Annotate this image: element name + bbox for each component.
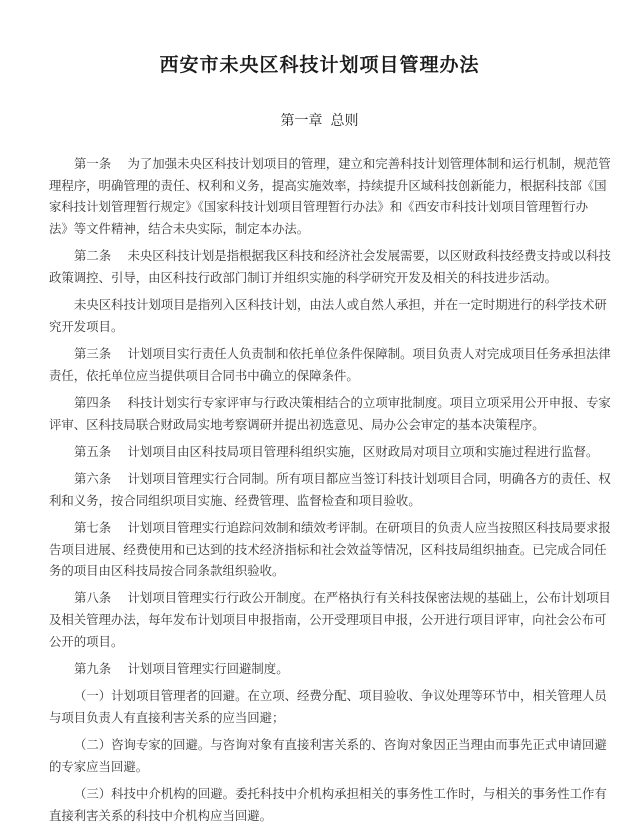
chapter-name: 总则 (330, 113, 359, 129)
paragraph (49, 685, 607, 728)
paragraph (49, 343, 611, 386)
paragraph-line: 评审、区科技局联合财政局实地考察调研并提出初选意见、局办公会审定的基本决策程序。 (49, 416, 545, 432)
paragraph (49, 587, 611, 652)
paragraph-line: 责任，依托单位应当提供项目合同书中确立的保障条件。 (49, 367, 359, 383)
paragraph-line: 第一条 为了加强未央区科技计划项目的管理，建立和完善科技计划管理体制和运行机制，规范管 (74, 156, 611, 171)
paragraph-line: 第八条 计划项目管理实行行政公开制度。在严格执行有关科技保密法规的基础上，公布计划项目 (74, 590, 611, 606)
paragraph-line: 务的项目由区科技局按合同条款组织验收。 (49, 563, 285, 579)
paragraph (49, 517, 611, 582)
paragraph (49, 153, 611, 240)
paragraph-line: （三）科技中介机构的回避。委托科技中介机构承担相关的事务性工作时，与相关的事务性工作有 (74, 785, 607, 801)
paragraph-line: 利和义务，按合同组织项目实施、经费管理、监督检查和项目验收。 (49, 492, 421, 508)
paragraph-line: 政策调控、引导，由区科技行政部门制订并组织实施的科学研究开发及相关的科技进步活动。 (49, 269, 558, 285)
paragraph (49, 734, 607, 777)
paragraph-line: 的专家应当回避。 (49, 758, 149, 774)
paragraph-line: 究开发项目。 (49, 318, 124, 334)
paragraph-line: 公开的项目。 (49, 633, 124, 649)
chapter-number: 第一章 (280, 113, 323, 129)
paragraph-line: 法》等文件精神，结合未央实际，制定本办法。 (49, 221, 310, 237)
paragraph (49, 468, 611, 511)
paragraph-line: 第七条 计划项目管理实行追踪问效制和绩效考评制。在研项目的负责人应当按照区科技局要求报 (74, 519, 611, 535)
paragraph-line: 第四条 科技计划实行专家评审与行政决策相结合的立项审批制度。项目立项采用公开申报、专家 (74, 394, 611, 410)
paragraph-line: 理程序，明确管理的责任、权利和义务，提高实施效率，持续提升区域科技创新能力，根据科技部《国 (49, 177, 607, 193)
paragraph (49, 245, 611, 288)
paragraph (49, 392, 611, 435)
chapter-heading (0, 110, 639, 130)
paragraph (49, 783, 607, 826)
page-title: 西安市未央区科技计划项目管理办法 (159, 54, 480, 76)
paragraph-line: 告项目进展、经费使用和已达到的技术经济指标和社会效益等情况，区科技局组织抽查。已完成合同任 (49, 541, 607, 557)
paragraph-line: 第三条 计划项目实行责任人负责制和依托单位条件保障制。项目负责人对完成项目任务承担法律 (74, 346, 611, 361)
paragraph-line: 第二条 未央区科技计划是指根据我区科技和经济社会发展需要，以区财政科技经费支持或以科技 (74, 248, 611, 264)
paragraph-line: 及相关管理办法，每年发布计划项目申报指南，公开受理项目申报，公开进行项目评审，向社会公布可 (49, 612, 607, 628)
paragraph-line: 家科技计划管理暂行规定》《国家科技计划项目管理暂行办法》和《西安市科技计划项目管理暂行办 (49, 199, 588, 215)
paragraph-line: 第五条 计划项目由区科技局项目管理科组织实施，区财政局对项目立项和实施过程进行监督。 (74, 443, 599, 459)
paragraph-line: （一）计划项目管理者的回避。在立项、经费分配、项目验收、争议处理等环节中，相关管理人员 (74, 688, 607, 704)
paragraph-line: 直接利害关系的科技中介机构应当回避。 (49, 807, 273, 823)
paragraph-line: 第六条 计划项目管理实行合同制。所有项目都应当签订科技计划项目合同，明确各方的责任、权 (74, 470, 611, 486)
paragraph-line: 与项目负责人有直接利害关系的应当回避； (49, 709, 285, 725)
paragraph-line: 第九条 计划项目管理实行回避制度。 (74, 660, 289, 676)
paragraph-line: （二）咨询专家的回避。与咨询对象有直接利害关系的、咨询对象因正当理由而事先正式申请回避 (74, 737, 607, 752)
paragraph (49, 658, 607, 680)
paragraph (49, 441, 607, 463)
paragraph-line: 未央区科技计划项目是指列入区科技计划，由法人或自然人承担，并在一定时期进行的科学技术研 (74, 297, 607, 313)
document-body (49, 153, 611, 826)
paragraph (49, 294, 607, 337)
